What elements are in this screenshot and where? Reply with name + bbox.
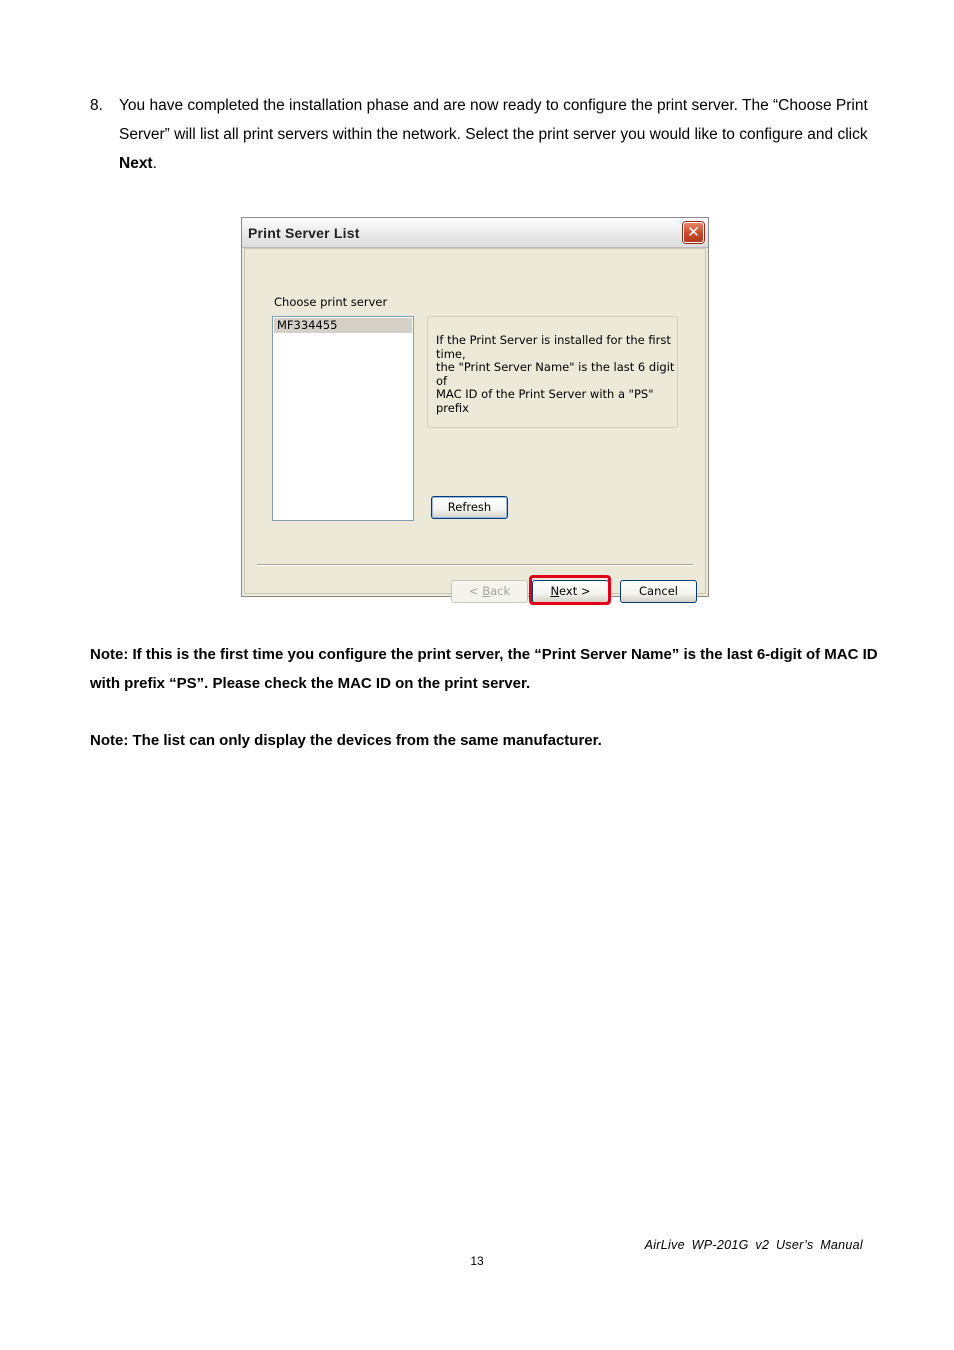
info-groupbox	[427, 316, 678, 428]
step-next-emphasis: Next	[119, 155, 153, 172]
back-label: ack	[490, 584, 511, 598]
info-text-line: If the Print Server is installed for the first time,	[436, 333, 671, 361]
instruction-step-8	[90, 91, 880, 178]
next-label: ext	[559, 584, 578, 598]
choose-server-label: Choose print server	[274, 295, 388, 309]
step-text-end: .	[152, 155, 157, 172]
close-icon[interactable]: ✕	[683, 222, 704, 243]
note-manufacturer: Note: The list can only display the devices from the same manufacturer.	[90, 732, 602, 749]
note-first-time: Note: If this is the first time you configure the print server, the “Print Server Name” is the last 6-digit of MAC ID with prefix “PS”. Please check the MAC ID on the print server.	[90, 646, 878, 692]
next-highlight-box	[529, 575, 611, 605]
refresh-button[interactable]: Refresh	[431, 496, 508, 519]
cancel-button[interactable]: Cancel	[620, 580, 697, 603]
page-number: 13	[470, 1254, 484, 1268]
list-item[interactable]: MF334455	[274, 318, 412, 333]
step-number: 8.	[90, 97, 103, 114]
print-server-list-dialog	[241, 217, 709, 597]
footer-manual-title: AirLive WP-201G v2 User’s Manual	[644, 1238, 863, 1252]
separator	[257, 564, 693, 566]
back-button[interactable]	[451, 580, 528, 603]
next-mnemonic: N	[550, 584, 560, 598]
info-text-line: MAC ID of the Print Server with a "PS" prefix	[436, 387, 654, 415]
dialog-title: Print Server List	[248, 225, 360, 241]
step-text-body: You have completed the installation phase and are now ready to configure the print server. The “Choose Print Server” will list all print servers within the network. Select the print server you would like to configure and click	[119, 97, 868, 143]
next-arrow: >	[577, 584, 591, 598]
back-mnemonic: B	[482, 584, 491, 598]
info-text-line: the "Print Server Name" is the last 6 digit of	[436, 360, 675, 388]
server-listbox[interactable]	[272, 316, 414, 521]
dialog-body	[244, 248, 706, 598]
dialog-titlebar	[242, 218, 708, 248]
step-text	[119, 91, 880, 178]
back-arrow: <	[468, 584, 483, 598]
